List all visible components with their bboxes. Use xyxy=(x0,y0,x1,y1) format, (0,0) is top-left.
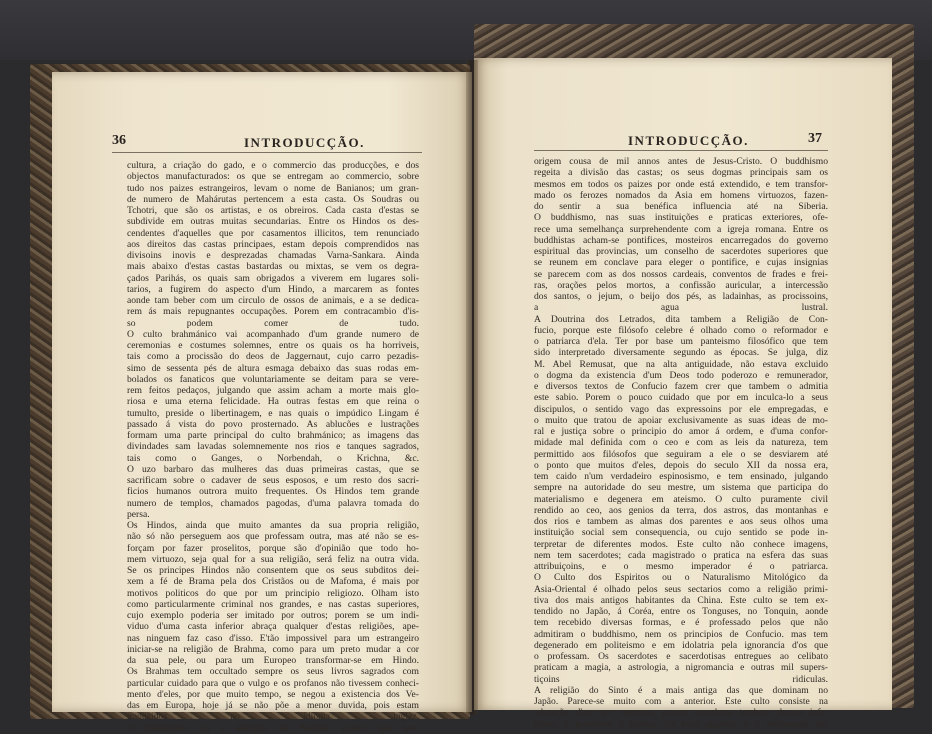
text-line: persa. xyxy=(127,508,150,520)
text-line: aos direitos das castas principaes, estam depois comprendidos nas xyxy=(127,238,419,250)
text-line: espiritual das provincias, um conselho de sacerdotes superiores que xyxy=(534,246,828,257)
text-line: buddhistas acham-se pontifices, mosteiros encarregados do governo xyxy=(534,234,828,246)
text-line: Tchotri, que são os artistas, e os obreiros. Cada casta d'estas se xyxy=(127,205,419,216)
text-line: dos rios e tambem as almas dos parentes e aos seus olhos uma xyxy=(534,516,828,527)
text-line: O Culto dos Espiritos ou o Naturalismo Mitológico da xyxy=(534,572,828,584)
text-line: o ponto que muitos d'eles, depois do seculo XII da nossa era, xyxy=(534,459,828,471)
text-line: mem virtuozo, seja qual for a sua religião, será feliz na outra vida. xyxy=(127,553,419,565)
text-line: este sabio. Porem o pouco cuidado que por em inculca-lo a seus xyxy=(534,392,828,404)
text-line: divisoins inovis e desprezadas chamadas Varna-Sankara. Ainda xyxy=(127,250,419,261)
text-line: A religião do Sinto é a mais antiga das que dominam no xyxy=(534,684,828,696)
text-line: tem recebido diversas formas, e é professado pelos que não xyxy=(534,617,828,629)
text-line: tudo nos paizes estrangeiros, levam o nome de Banianos; um gran- xyxy=(127,182,419,194)
text-line: tiçoins ridiculas. xyxy=(534,673,828,685)
text-line: ceremonias e costumes solemnes, entre os quais os ha horriveis, xyxy=(127,340,419,351)
right-running-head: INTRODUCÇÃO. xyxy=(628,133,749,148)
text-line: so podem comer de tudo. xyxy=(127,317,419,329)
text-line: tiva dos mais antigos habitantes da China. Este culto se tem ex- xyxy=(534,594,828,606)
text-line: se reunem em conclave para eleger o pontifice, e cujas insignias xyxy=(534,257,828,269)
text-line: do sentir a sua benéfica influencia até na Siberia. xyxy=(534,201,828,212)
text-line: não só não perseguem aos que professam outra, mas até não se es- xyxy=(127,531,419,543)
text-line: adoração d'um ser supremo, porem reconhece tambem deoses infe- xyxy=(534,707,828,719)
text-line: mesmos em todos os paizes por onde está extendido, e tem transfor- xyxy=(534,178,828,190)
text-line: sacrificam sobre o cadaver de seus esposos, e um resto dos sacri- xyxy=(127,475,419,486)
text-line: divindades sam lavadas solemnemente nos rios e tanques sagrados, xyxy=(127,441,419,453)
text-line: Asia-Oriental é olhado pelos seus sectarios como a religião primi- xyxy=(534,583,828,595)
text-line: de numero de Mahárutas pertencem a esta casta. Os Soudras ou xyxy=(127,193,419,205)
text-line: admitiram o buddhismo, nem os principios de Confucio. mas tem xyxy=(534,628,828,640)
text-line: rem feitos pedaços, julgando que assim acham a morte mais glo- xyxy=(127,385,419,396)
text-line: terpretar de diferentes modos. Este culto não conhece imagens, xyxy=(534,538,828,550)
text-line: degenerado em politeismo e em idolatria pela ignorancia d'os que xyxy=(534,639,828,651)
text-line: origem cousa de mil annos antes de Jesus-Cristo. O buddhismo xyxy=(534,156,828,167)
text-line: da sua pele, ou para um Europeo transformar-se em Hindo. xyxy=(127,655,419,666)
text-line: A Doutrina dos Letrados, dita tambem a Religião de Con- xyxy=(534,313,828,325)
text-line: riores, e prescreve a pratica das boas acçoins, e a abstinencia das xyxy=(534,718,828,730)
text-line: formam uma parte principal do culto brahmánico; as imagens das xyxy=(127,430,419,441)
text-line: se parecem com as dos nossos cardeais, conventos de frades e frei- xyxy=(534,268,828,280)
text-line: tais como o Ganges, o Norbendah, o Krichna, &c. xyxy=(127,452,419,464)
text-line: forçam por fazer proselitos, porque são d'opinião que todo ho- xyxy=(127,542,419,554)
text-line: a agua lustral. xyxy=(534,302,828,314)
text-line: Japão. Parece-se muito com a anterior. Este culto consiste na xyxy=(534,696,828,707)
left-head-rule xyxy=(112,152,422,153)
text-line: sido interpretado diversamente segundo as épocas. Se julga, diz xyxy=(534,347,828,359)
text-line: fucio, porque este filósofo celebre é olhado como o reformador e xyxy=(534,324,828,336)
text-line: rendido ao ceo, aos genios da terra, dos astros, das montanhas e xyxy=(534,504,828,516)
text-line: attribuiçoins, e o mesmo imperador é o patriarca. xyxy=(534,561,828,572)
text-line: Os Brahmas tem occultado sempre os seus livros sagrados com xyxy=(127,666,419,678)
text-line: O Buddhismo ou a Religião de Buddha, parece que teve xyxy=(127,722,419,734)
text-line: traduzidos no idioma inglez. xyxy=(127,711,419,723)
text-line: regeita a divisão das castas; os seus dogmas principais sam os xyxy=(534,167,828,179)
text-line: instituição social sem consequencia, ou cujo sentido se pode in- xyxy=(534,527,828,539)
text-line: rece uma semelhança surprehendente com a igreja romana. Entre os xyxy=(534,223,828,235)
text-line: e diversos textos de Confucio fazem crer que tambem o admitia xyxy=(534,381,828,392)
text-line: motivos politicos do que por um principio religiozo. Olham isto xyxy=(127,587,419,599)
text-line: particular cuidado para que o vulgo e os profanos não tivessem conheci- xyxy=(127,677,419,689)
text-line: tendido no Japão, á Coréa, entre os Tonguses, no Tonquin, aonde xyxy=(534,606,828,617)
text-line: cujo exemplo poderia ser imitado por outros; porem se um indi- xyxy=(127,610,419,621)
text-line: o professam. Os sacerdotes e sacerdotisas entregues ao celibato xyxy=(534,651,828,662)
text-line: rem ás mais repugnantes occupações. Porem em contracambio d'is- xyxy=(127,306,419,318)
text-line: mento d'eles, por que muito tempo, se negou a existencia dos Ve- xyxy=(127,688,419,700)
text-line: xem a fé de Brama pela dos Cristãos ou de Mafoma, é mais por xyxy=(127,576,419,588)
text-line: numero de templos, chamados pagodas, d'uma palavra tomada do xyxy=(127,497,419,509)
text-line: o patriarca d'ela. Ter por base um panteismo filosófico que tem xyxy=(534,336,828,347)
text-line: objectos manufacturados: os que se entregam ao commercio, sobre xyxy=(127,171,419,183)
left-running-head: INTRODUCÇÃO. xyxy=(244,135,365,150)
text-line: M. Abel Remusat, que na alta antiguidade, não estava excluido xyxy=(534,358,828,370)
text-line: dos santos, o jejum, o beijo dos pés, as ladainhas, as procissoins, xyxy=(534,291,828,302)
text-line: tem caido n'um verdadeiro espinosismo, e tem ensinado, julgando xyxy=(534,471,828,482)
text-line: das em Europa, hoje já se não põe a menor duvida, pois estam xyxy=(127,700,419,711)
text-line: Os Hindos, ainda que muito amantes da sua propria religião, xyxy=(127,520,419,531)
text-line: cendentes d'aquelles que por casamentos illicitos, tem renunciado xyxy=(127,227,419,239)
left-page-text xyxy=(127,160,419,734)
text-line: aonde tam beber com um circulo de ossos de animais, e a se dedica- xyxy=(127,295,419,306)
text-line: bolados os fanaticos que voluntariamente se deitam para se vere- xyxy=(127,373,419,385)
book-gutter xyxy=(466,60,478,715)
text-line: praticam a magia, a astrologia, a nigromancia e outras mil supers- xyxy=(534,662,828,674)
text-line: O uzo barbaro das mulheres das duas primeiras castas, que se xyxy=(127,463,419,475)
text-line: mais abaixo d'estas castas bastardas ou mixtas, se vem os degra- xyxy=(127,261,419,273)
text-line: nas ninguem faz caso d'isso. E'tão impossivel para um estrangeiro xyxy=(127,632,419,644)
text-line: o dogma da existencia d'um Deos todo poderozo e remunerador, xyxy=(534,369,828,381)
text-line: riosa e uma eterna felicidade. Ha outras festas em que reina o xyxy=(127,396,419,408)
text-line: ficios humanos outrora muito frequentes. Os Hindos tem grande xyxy=(127,486,419,498)
text-line: iniciar-se na religião de Brahma, como para um preto mudar a cor xyxy=(127,643,419,655)
text-line: O culto brahmánico vai acompanhado d'um grande numero de xyxy=(127,328,419,340)
text-line: permittido aos filósofos que seguiram a ele o se desviarem até xyxy=(534,448,828,460)
text-line: viduo d'uma casta inferior abraça qualquer d'estas religiões, ape- xyxy=(127,621,419,633)
text-line: tais como a procissão do deos de Jaggernaut, cujo carro pezadis- xyxy=(127,351,419,363)
right-head-rule xyxy=(534,150,828,151)
text-line: tumulto, preside o libertinagem, e nas quais o impúdico Lingam é xyxy=(127,407,419,419)
text-line: simo de sessenta pés de altura esmaga debaixo das suas rodas em- xyxy=(127,362,419,374)
right-page-text xyxy=(534,156,828,730)
text-line: subdivide em outras muitas secundarias. Entre os Hindos os des- xyxy=(127,216,419,228)
text-line: o muito que tratou de apoiar exclusivamente as suas ideas de mo- xyxy=(534,414,828,426)
text-line: sempre na autoridade do seu mestre, um sistema que participa do xyxy=(534,482,828,494)
text-line: ral e justiça sobre o principio do amor á ordem, e d'uma confor- xyxy=(534,426,828,437)
text-line: midade mal definida com o ceo e com as leis da natureza, tem xyxy=(534,437,828,449)
right-page-number: 37 xyxy=(808,131,822,146)
text-line: mado os ferozes nomados da Asia em homens virtuozos, fazen- xyxy=(534,189,828,201)
text-line: como particularmente criminal nos grandes, e nas castas superiores, xyxy=(127,598,419,610)
text-line: tarios, a fugirem do aspecto d'um Hindo, a marcarem as fontes xyxy=(127,283,419,295)
text-line: ras, orações pelos mortos, a confissão auricular, a intercessão xyxy=(534,279,828,291)
text-line: nem tem sacerdotes; cada magistrado o pratica na esfera das suas xyxy=(534,549,828,561)
left-page-number: 36 xyxy=(112,133,126,148)
text-line: passado á vista do povo prosternado. As ablucões e lustrações xyxy=(127,418,419,430)
text-line: çados Parihás, os quais sam obrigados a viverem em lugares soli- xyxy=(127,272,419,284)
text-line: materialismo e degenera em ateismo. O culto puramente civil xyxy=(534,493,828,505)
text-line: Se os principes Hindos não consentem que os seus subditos dei- xyxy=(127,565,419,576)
text-line: discipulos, o sentido vago das expressoins por ele empregadas, e xyxy=(534,403,828,415)
text-line: O buddhismo, nas suas instituições e praticas exteriores, ofe- xyxy=(534,212,828,224)
text-line: cultura, a criação do gado, e o commercio das producções, e dos xyxy=(127,160,419,171)
